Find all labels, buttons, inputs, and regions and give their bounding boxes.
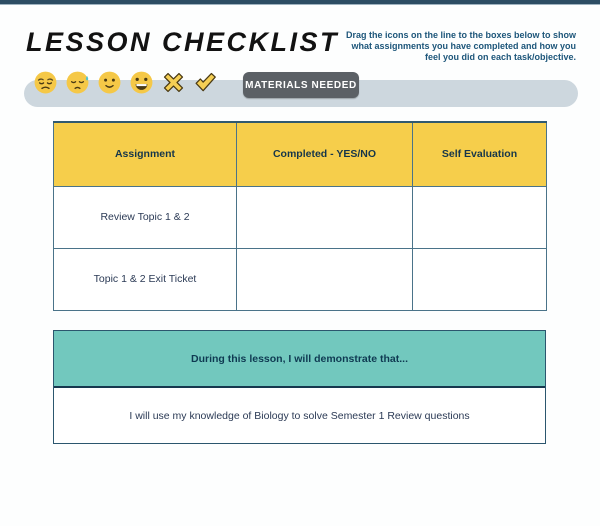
objective-statement: I will use my knowledge of Biology to solve Semester 1 Review questions	[54, 388, 545, 443]
grinning-face-icon[interactable]	[129, 70, 154, 95]
page-title: LESSON CHECKLIST	[26, 27, 340, 57]
downcast-face-with-sweat-icon[interactable]	[65, 70, 90, 95]
check-mark-icon[interactable]	[193, 70, 218, 95]
self-evaluation-drop-cell[interactable]	[413, 186, 547, 248]
slightly-smiling-face-icon[interactable]	[97, 70, 122, 95]
emoji-icon-row	[33, 70, 218, 95]
assignment-cell: Review Topic 1 & 2	[54, 186, 237, 248]
completed-drop-cell[interactable]	[237, 248, 413, 310]
objective-header: During this lesson, I will demonstrate that...	[54, 331, 545, 388]
top-edge-bar	[0, 0, 600, 5]
self-evaluation-drop-cell[interactable]	[413, 248, 547, 310]
instructions-text: Drag the icons on the line to the boxes below to show what assignments you have completed and how you feel you did on each task/objective.	[345, 30, 576, 62]
table-row	[54, 186, 547, 248]
table-row	[54, 248, 547, 310]
assignment-cell: Topic 1 & 2 Exit Ticket	[54, 248, 237, 310]
table-header-row	[54, 122, 547, 186]
assignment-checklist-table	[53, 121, 547, 311]
header-self-evaluation: Self Evaluation	[413, 122, 547, 186]
lesson-objective-box	[53, 330, 546, 444]
header-assignment: Assignment	[54, 122, 237, 186]
completed-drop-cell[interactable]	[237, 186, 413, 248]
pensive-face-icon[interactable]	[33, 70, 58, 95]
header-completed: Completed - YES/NO	[237, 122, 413, 186]
cross-mark-icon[interactable]	[161, 70, 186, 95]
materials-needed-button[interactable]: MATERIALS NEEDED	[243, 72, 359, 98]
